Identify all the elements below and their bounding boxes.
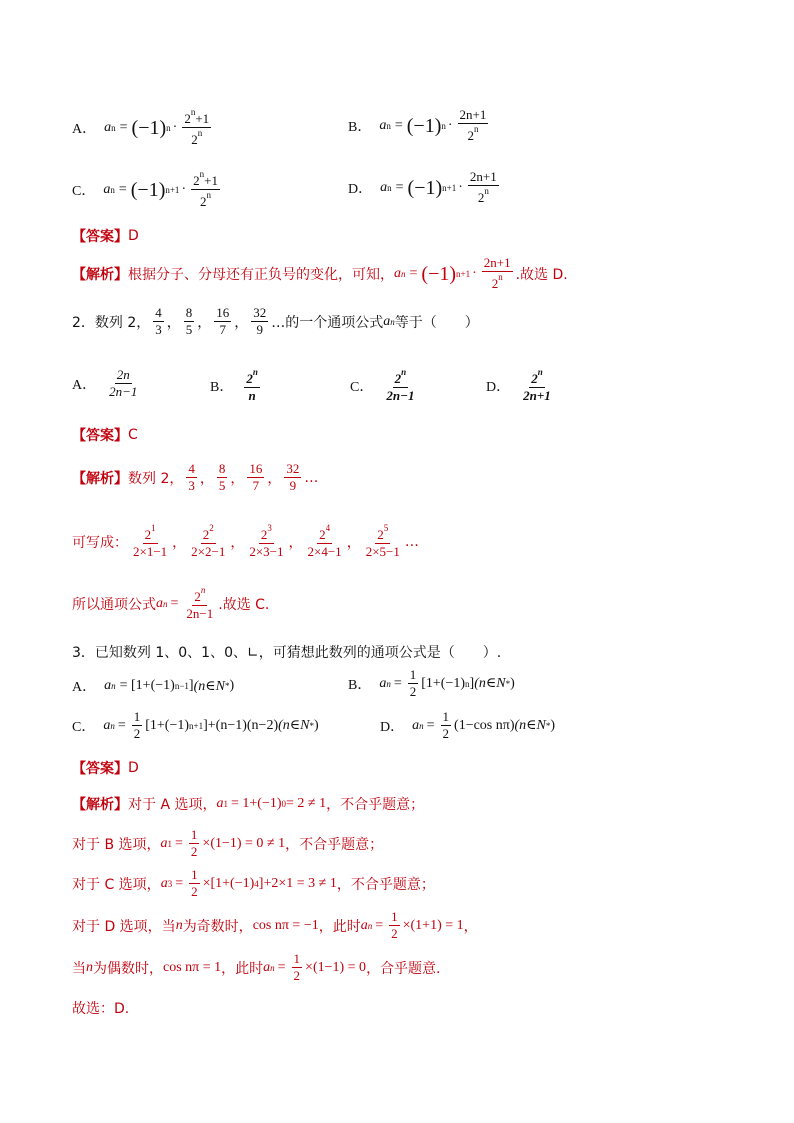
- fraction: $\frac{2n+1}{2^n}$: [469, 169, 497, 206]
- fraction: $\frac{2^5}{2\times 5-1}$: [365, 523, 400, 560]
- q1-option-b: B． a n = (−1) n · $\frac{2n+1}{2^n}$: [348, 107, 487, 144]
- fraction: $\frac{1}{2}$: [191, 867, 198, 900]
- fraction: $\frac{4}{3}$: [155, 305, 162, 338]
- fraction: $\frac{1}{2}$: [391, 909, 398, 942]
- q2-answer: [72, 425, 138, 445]
- fraction: $\frac{1}{2}$: [442, 709, 450, 742]
- answer-value: D: [128, 760, 139, 776]
- q2-rewrite: 可写成： $\frac{2^1}{2\times 1-1}$ ， $\frac{2^2}{2\times 2-1}$ ， $\frac{2^3}{2\times 3-1}$ ， $\frac{2^4}{2\times 4-1}$ ， $\frac{2^5}{2\times 5-1}$ …: [72, 523, 419, 560]
- option-label: C．: [72, 183, 96, 199]
- answer-value: D: [128, 228, 139, 244]
- analysis-label: 【解析】: [72, 266, 128, 283]
- q3-analysis-line-e: 当 n 为偶数时， cos nπ = 1 ，此时 a n = $\frac{1}{2}$ ×(1−1) = 0 ，合乎题意.: [72, 951, 441, 984]
- fraction: $\frac{8}{5}$: [218, 461, 226, 494]
- fraction: $\frac{2n}{2n-1}$: [109, 367, 138, 400]
- fraction: $\frac{32}{9}$: [286, 461, 300, 494]
- analysis-label: 【解析】: [72, 797, 128, 813]
- q2-stem: 2．数列 2， $\frac{4}{3}$ ， $\frac{8}{5}$ ， $\frac{16}{7}$ ， $\frac{32}{9}$ …的一个通项公式 a n 等于（ ）: [72, 305, 479, 338]
- q2-option-c: C． $\frac{2^n}{2n-1}$: [350, 367, 415, 404]
- q3-option-c: C． a n = $\frac{1}{2}$ [1+(−1) n+1 ]+(n−1)(n−2) (n∈N * ): [72, 709, 319, 742]
- answer-label: 【答案】: [72, 229, 128, 245]
- q3-option-b: B． a n = $\frac{1}{2}$ [1+(−1) n ] (n∈N * ): [348, 667, 515, 700]
- q3-option-a: A． a n = [1+(−1) n−1 ] (n∈N * ): [72, 678, 235, 695]
- fraction: $\frac{1}{2}$: [133, 709, 141, 742]
- fraction: $\frac{2n+1}{2^n}$: [483, 255, 511, 292]
- q2-conclusion: 所以通项公式 a n = $\frac{2^n}{2n-1}$ .故选 C.: [72, 585, 270, 622]
- q3-stem: 3．已知数列 1、0、1、0、∟，可猜想此数列的通项公式是（ ）.: [72, 645, 502, 661]
- fraction: $\frac{4}{3}$: [188, 461, 195, 494]
- fraction: $\frac{2^n}{2n-1}$: [186, 585, 214, 622]
- fraction: $\frac{2^n+1}{2^n}$: [193, 169, 218, 210]
- fraction: $\frac{32}{9}$: [253, 305, 267, 338]
- answer-label: 【答案】: [72, 428, 128, 444]
- q1-option-a: A． a n = (−1) n · $\frac{2^n+1}{2^n}$: [72, 107, 210, 148]
- fraction: $\frac{16}{7}$: [249, 461, 263, 494]
- fraction: $\frac{2^n}{n}$: [246, 367, 258, 404]
- q1-option-d: D． a n = (−1) n+1 · $\frac{2n+1}{2^n}$: [348, 169, 497, 206]
- q3-final: 故选：D.: [72, 1001, 130, 1017]
- q1-answer: [72, 226, 139, 246]
- fraction: $\frac{2n+1}{2^n}$: [459, 107, 487, 144]
- fraction: $\frac{1}{2}$: [293, 951, 301, 984]
- fraction: $\frac{2^n}{2n+1}$: [523, 367, 551, 404]
- fraction: $\frac{16}{7}$: [216, 305, 230, 338]
- option-label: A．: [72, 121, 97, 137]
- q3-analysis-line-b: 对于 B 选项， a 1 = $\frac{1}{2}$ ×(1−1) = 0 ≠ 1 ，不合乎题意；: [72, 827, 384, 860]
- answer-value: C: [128, 427, 138, 443]
- fraction: $\frac{2^2}{2\times 2-1}$: [191, 523, 226, 560]
- q1-option-c: C． a n = (−1) n+1 · $\frac{2^n+1}{2^n}$: [72, 169, 218, 210]
- q2-analysis: 【解析】 数列 2， $\frac{4}{3}$ ， $\frac{8}{5}$ ， $\frac{16}{7}$ ， $\frac{32}{9}$ …: [72, 461, 319, 494]
- option-label: B．: [348, 119, 372, 135]
- fraction: $\frac{2^n+1}{2^n}$: [184, 107, 210, 148]
- fraction: $\frac{1}{2}$: [190, 827, 198, 860]
- fraction: $\frac{2^n}{2n-1}$: [386, 367, 415, 404]
- q2-option-b: B． $\frac{2^n}{n}$: [210, 367, 258, 404]
- q3-answer: [72, 758, 139, 778]
- q2-option-d: D． $\frac{2^n}{2n+1}$: [486, 367, 551, 404]
- q2-option-a: A． $\frac{2n}{2n-1}$: [72, 367, 138, 400]
- q3-option-d: D． a n = $\frac{1}{2}$ (1−cos nπ) (n∈N * ): [380, 709, 556, 742]
- fraction: $\frac{2^1}{2\times 1-1}$: [133, 523, 168, 560]
- fraction: $\frac{1}{2}$: [409, 667, 417, 700]
- analysis-label: 【解析】: [72, 470, 128, 487]
- fraction: $\frac{2^4}{2\times 4-1}$: [307, 523, 342, 560]
- option-label: D．: [348, 181, 373, 197]
- answer-label: 【答案】: [72, 761, 128, 777]
- q3-analysis-line-a: 【解析】 对于 A 选项， a 1 = 1+(−1) 0 = 2 ≠ 1 ，不合乎题意；: [72, 796, 425, 813]
- q1-analysis: 【解析】 根据分子、分母还有正负号的变化，可知， a n = (−1) n+1 · $\frac{2n+1}{2^n}$ .故选 D.: [72, 255, 568, 292]
- fraction: $\frac{2^3}{2\times 3-1}$: [249, 523, 284, 560]
- q3-analysis-line-c: 对于 C 选项， a 3 = $\frac{1}{2}$ ×[1+(−1) 4 ]+2×1 = 3 ≠ 1 ，不合乎题意；: [72, 867, 435, 900]
- fraction: $\frac{8}{5}$: [185, 305, 193, 338]
- q3-analysis-line-d: 对于 D 选项，当 n 为奇数时， cos nπ = −1 ，此时 a n = $\frac{1}{2}$ ×(1+1) = 1 ，: [72, 909, 478, 942]
